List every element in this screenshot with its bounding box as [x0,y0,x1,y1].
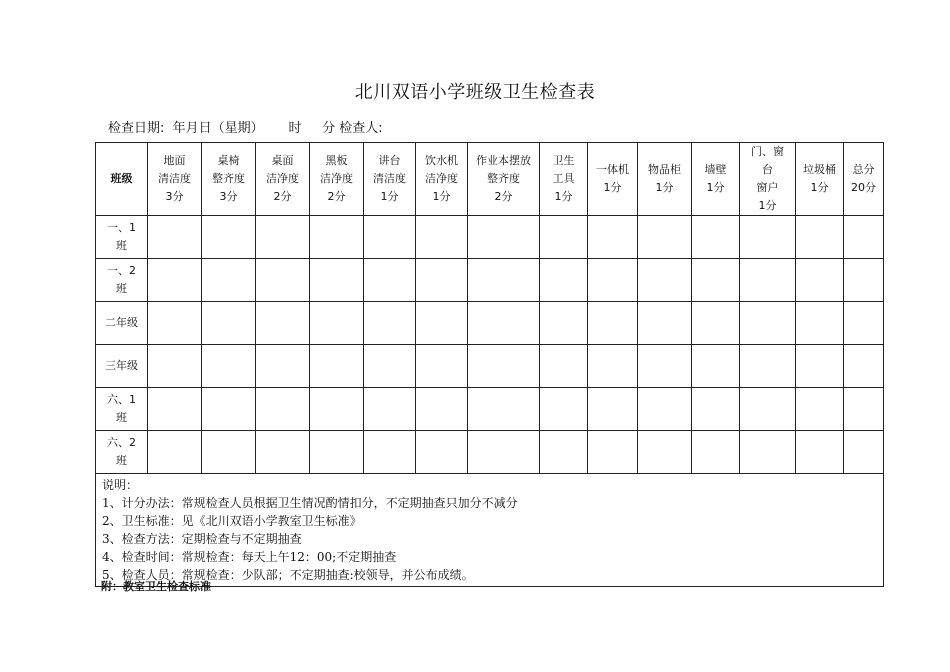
score-cell[interactable] [796,302,844,345]
score-cell[interactable] [148,388,202,431]
column-header-name: 饮水机 洁净度 [425,154,458,185]
score-cell[interactable] [416,259,468,302]
score-cell[interactable] [202,431,256,474]
score-cell[interactable] [844,259,884,302]
column-header-name: 墙壁 [704,163,727,176]
score-cell[interactable] [468,431,540,474]
score-cell[interactable] [844,345,884,388]
score-cell[interactable] [796,216,844,259]
score-cell[interactable] [740,431,796,474]
score-cell[interactable] [416,388,468,431]
column-header [638,143,692,216]
score-cell[interactable] [148,302,202,345]
row-class-label: 二年级 [96,302,148,345]
column-header-class: 班级 [96,143,148,216]
score-cell[interactable] [256,388,310,431]
score-cell[interactable] [540,388,588,431]
score-cell[interactable] [588,388,638,431]
score-cell[interactable] [540,345,588,388]
score-cell[interactable] [202,302,256,345]
column-header-name: 门、窗 台 窗户 [751,145,784,194]
column-header-points: 3分 [219,190,238,203]
table-row [96,345,884,388]
score-cell[interactable] [256,302,310,345]
column-header-name: 总分 [852,163,875,176]
score-cell[interactable] [468,302,540,345]
score-cell[interactable] [468,259,540,302]
column-header-name: 物品柜 [648,163,681,176]
score-cell[interactable] [638,216,692,259]
score-cell[interactable] [256,216,310,259]
score-cell[interactable] [310,216,364,259]
column-header-name: 讲台 清洁度 [373,154,406,185]
score-cell[interactable] [796,388,844,431]
score-cell[interactable] [416,302,468,345]
note-line: 3、检查方法：定期检查与不定期抽查 [102,532,302,546]
score-cell[interactable] [692,302,740,345]
note-line: 1、计分办法：常规检查人员根据卫生情况酌情扣分，不定期抽查只加分不减分 [102,496,518,510]
score-cell[interactable] [468,345,540,388]
score-cell[interactable] [364,431,416,474]
score-cell[interactable] [540,431,588,474]
score-cell[interactable] [468,216,540,259]
score-cell[interactable] [202,259,256,302]
column-header-points: 1分 [758,199,777,212]
column-header-points: 1分 [380,190,399,203]
header-row [96,143,884,216]
column-header-points: 3分 [165,190,184,203]
score-cell[interactable] [540,302,588,345]
score-cell[interactable] [638,431,692,474]
column-header-points: 20分 [851,181,876,194]
score-cell[interactable] [148,345,202,388]
score-cell[interactable] [740,302,796,345]
score-cell[interactable] [796,345,844,388]
column-header [148,143,202,216]
score-cell[interactable] [638,388,692,431]
score-cell[interactable] [588,431,638,474]
column-header [588,143,638,216]
score-cell[interactable] [844,216,884,259]
score-cell[interactable] [588,345,638,388]
column-header-points: 1分 [655,181,674,194]
column-header [416,143,468,216]
row-class-label: 六、2 班 [96,431,148,474]
column-header-points: 2分 [327,190,346,203]
row-class-label: 六、1 班 [96,388,148,431]
score-cell[interactable] [638,345,692,388]
column-header-name: 黑板 洁净度 [320,154,353,185]
score-cell[interactable] [364,302,416,345]
score-cell[interactable] [588,302,638,345]
score-cell[interactable] [148,216,202,259]
score-cell[interactable] [796,259,844,302]
column-header-name: 卫生 工具 [552,154,575,185]
score-cell[interactable] [540,216,588,259]
score-cell[interactable] [364,388,416,431]
score-cell[interactable] [692,216,740,259]
score-cell[interactable] [796,431,844,474]
note-line: 说明： [102,478,139,492]
row-class-label: 一、2 班 [96,259,148,302]
score-cell[interactable] [416,431,468,474]
score-cell[interactable] [202,345,256,388]
score-cell[interactable] [844,431,884,474]
column-header [540,143,588,216]
row-class-label: 一、1 班 [96,216,148,259]
note-line: 2、卫生标准：见《北川双语小学教室卫生标准》 [102,514,362,528]
column-header-points: 2分 [494,190,513,203]
score-cell[interactable] [588,259,638,302]
score-cell[interactable] [416,345,468,388]
column-header-points: 1分 [810,181,829,194]
score-cell[interactable] [740,388,796,431]
score-cell[interactable] [692,259,740,302]
score-cell[interactable] [202,388,256,431]
column-header-points: 2分 [273,190,292,203]
column-header-points: 1分 [603,181,622,194]
column-header-name: 桌椅 整齐度 [212,154,245,185]
column-header [310,143,364,216]
score-cell[interactable] [416,216,468,259]
score-cell[interactable] [692,388,740,431]
hygiene-check-table [95,142,884,587]
notes-cell [96,474,884,587]
row-class-label: 三年级 [96,345,148,388]
note-line: 4、检查时间：常规检查：每天上午12：00;不定期抽查 [102,550,397,564]
score-cell[interactable] [364,259,416,302]
score-cell[interactable] [468,388,540,431]
score-cell[interactable] [540,259,588,302]
table-row [96,216,884,259]
column-header [364,143,416,216]
score-cell[interactable] [844,388,884,431]
score-cell[interactable] [310,431,364,474]
appendix-note: 附：教室卫生检查标准 [101,580,211,593]
score-cell[interactable] [588,216,638,259]
column-header [740,143,796,216]
score-cell[interactable] [692,345,740,388]
table-row [96,259,884,302]
column-header [202,143,256,216]
column-header-name: 桌面 洁净度 [266,154,299,185]
column-header-name: 地面 清洁度 [158,154,191,185]
table-row [96,431,884,474]
score-cell[interactable] [256,259,310,302]
column-header-points: 1分 [432,190,451,203]
column-header-name: 作业本摆放 整齐度 [476,154,531,185]
page-title: 北川双语小学班级卫生检查表 [354,82,596,103]
score-cell[interactable] [310,388,364,431]
score-cell[interactable] [740,259,796,302]
score-cell[interactable] [202,216,256,259]
score-cell[interactable] [310,345,364,388]
column-header-name: 垃圾桶 [803,163,836,176]
score-cell[interactable] [638,259,692,302]
column-header [256,143,310,216]
score-cell[interactable] [740,216,796,259]
score-cell[interactable] [256,345,310,388]
table-row [96,302,884,345]
column-header [844,143,884,216]
score-cell[interactable] [364,345,416,388]
score-cell[interactable] [692,431,740,474]
note-line: 5、检查人员：常规检查：少队部；不定期抽查:校领导，并公布成绩。 [102,568,474,582]
score-cell[interactable] [256,431,310,474]
score-cell[interactable] [638,302,692,345]
column-header [796,143,844,216]
notes-row [96,474,884,587]
score-cell[interactable] [844,302,884,345]
score-cell[interactable] [310,302,364,345]
column-header-points: 1分 [706,181,725,194]
score-cell[interactable] [740,345,796,388]
column-header-name: 一体机 [596,163,629,176]
column-header [468,143,540,216]
inspection-info-line: 检查日期: 年月日（星期） 时 分 检查人: [108,121,383,136]
score-cell[interactable] [148,431,202,474]
column-header-points: 1分 [554,190,573,203]
score-cell[interactable] [364,216,416,259]
score-cell[interactable] [310,259,364,302]
score-cell[interactable] [148,259,202,302]
table-row [96,388,884,431]
column-header [692,143,740,216]
